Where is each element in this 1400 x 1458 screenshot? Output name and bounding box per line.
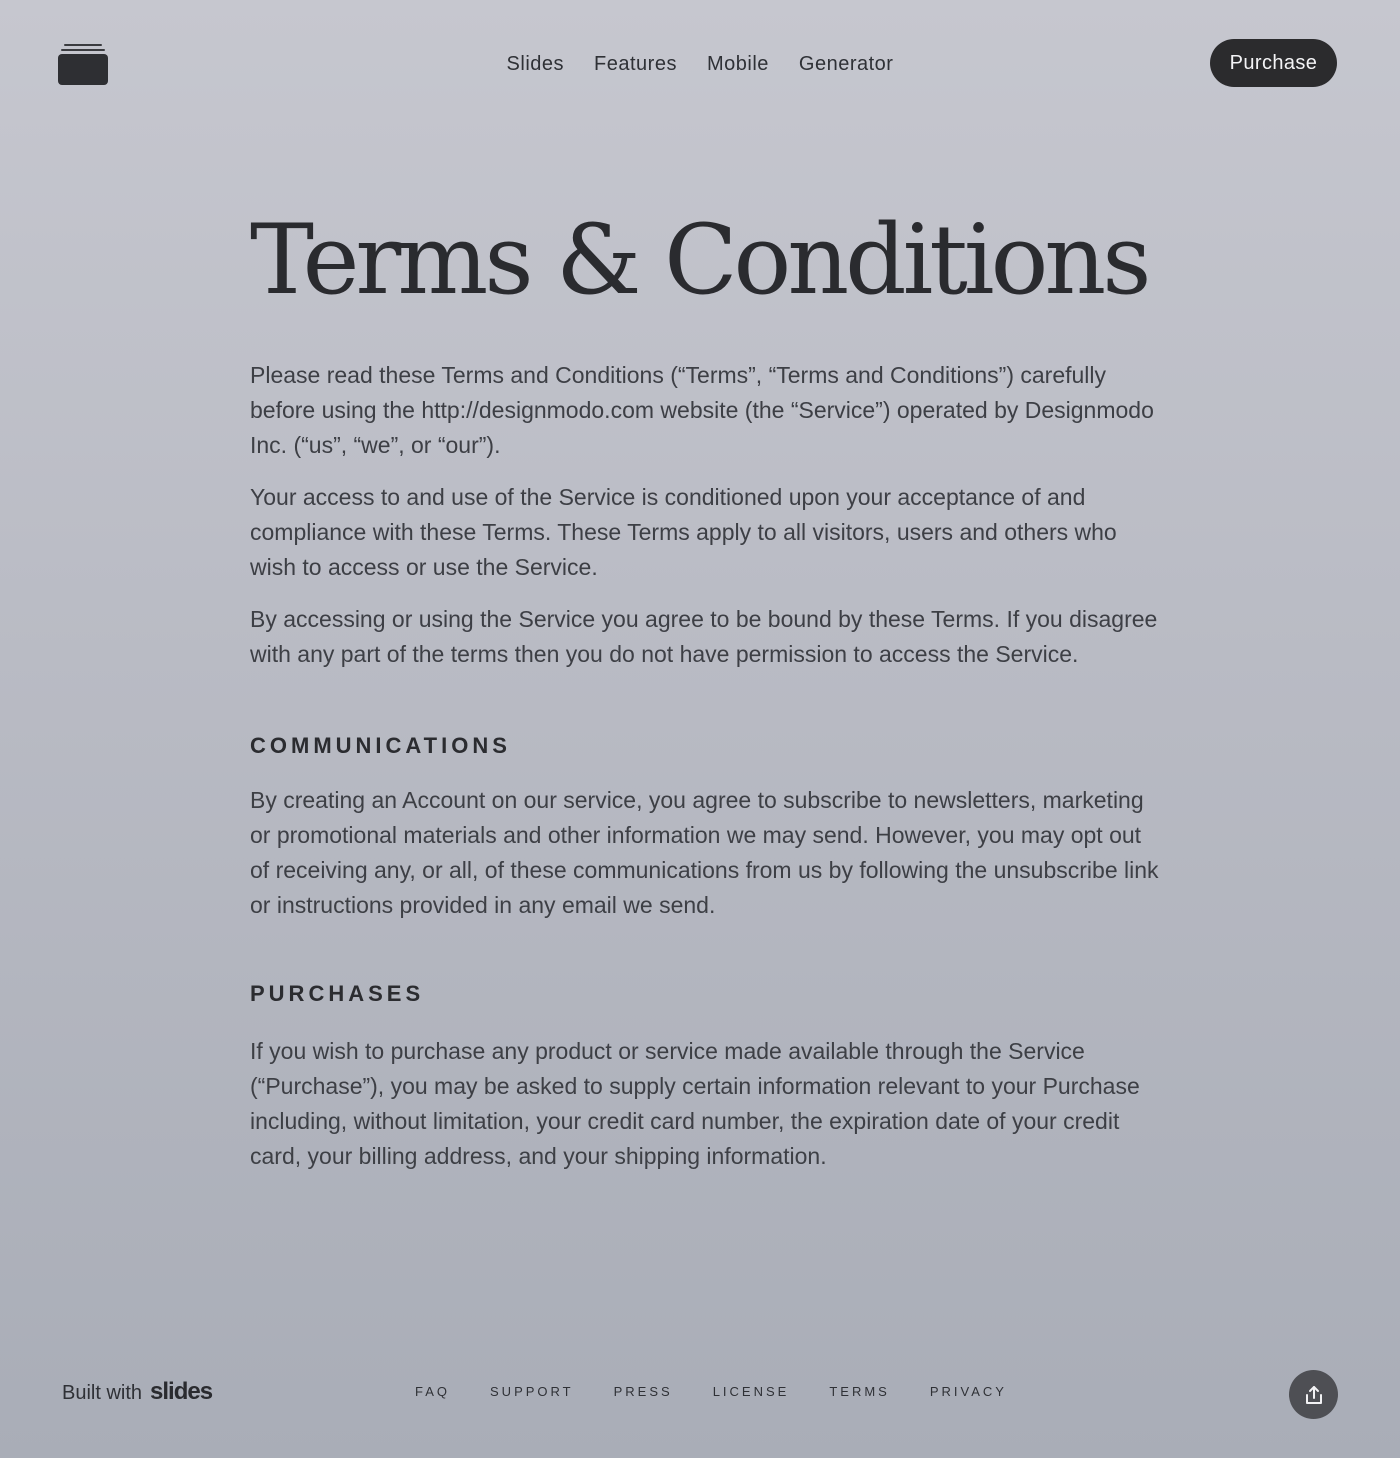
access-paragraph: Your access to and use of the Service is conditioned upon your acceptance of and compliance with these Terms. These Terms apply to all visitors, users and others who wish to access or use the Service. [250,484,1117,580]
footer-link-faq[interactable]: FAQ [415,1384,451,1399]
nav-item-slides[interactable]: Slides [506,53,565,75]
nav-item-mobile[interactable]: Mobile [706,53,769,75]
slides-brand-link[interactable]: slides [150,1378,213,1405]
main-nav [0,50,1400,78]
logo-bar-top [64,44,102,46]
terms-content [250,200,1160,1174]
nav-item-features[interactable]: Features [594,53,677,75]
share-icon [1303,1384,1325,1406]
intro-paragraph: Please read these Terms and Conditions (“Terms”, “Terms and Conditions”) carefully before using the http://designmodo.com website (the “Service”) operated by Designmodo Inc. (“us”, “we”, or “our”). [250,362,1154,458]
purchases-heading: PURCHASES [250,981,425,1006]
built-with-label: Built with [62,1382,143,1404]
built-with [62,1378,212,1406]
communications-heading: COMMUNICATIONS [250,733,511,758]
purchase-button[interactable]: Purchase [1210,39,1337,87]
footer-link-press[interactable]: PRESS [613,1384,673,1399]
nav-item-generator[interactable]: Generator [798,53,894,75]
purchases-paragraph: If you wish to purchase any product or service made available through the Service (“Purchase”), you may be asked to supply certain information relevant to your Purchase including, without limitation, your credit card number, the expiration date of your credit card, your billing address, and your shipping information. [250,1038,1140,1169]
footer-link-support[interactable]: SUPPORT [490,1384,574,1399]
communications-paragraph: By creating an Account on our service, you agree to subscribe to newsletters, marketing or promotional materials and other information we may send. However, you may opt out of receiving any, or all, of these communications from us by following the unsubscribe link or instructions provided in any email we send. [250,787,1159,918]
footer-link-terms[interactable]: TERMS [829,1384,890,1399]
footer-nav [415,1382,1007,1402]
footer-link-license[interactable]: LICENSE [712,1384,790,1399]
agreement-paragraph: By accessing or using the Service you agree to be bound by these Terms. If you disagree with any part of the terms then you do not have permission to access the Service. [250,606,1158,667]
share-button[interactable] [1289,1370,1338,1419]
footer-link-privacy[interactable]: PRIVACY [929,1384,1007,1399]
page-title: Terms & Conditions [250,204,1148,316]
